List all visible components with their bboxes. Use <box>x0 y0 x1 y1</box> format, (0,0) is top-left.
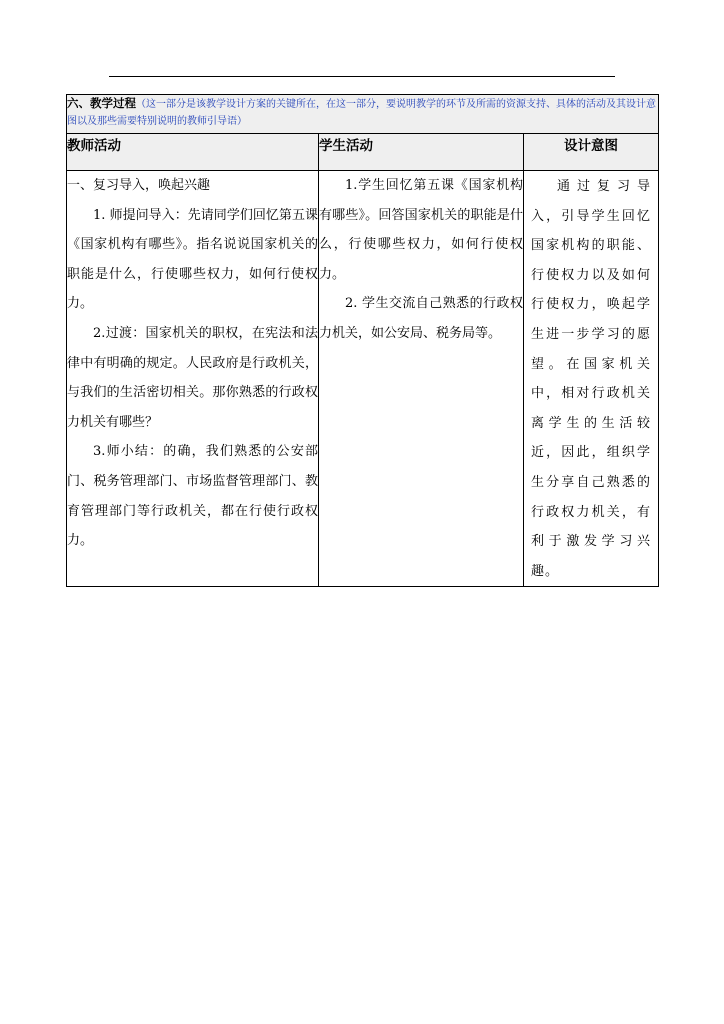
column-header-teacher: 教师活动 <box>67 134 319 171</box>
header-rule <box>109 76 615 77</box>
teacher-paragraph-1: 1. 师提问导入：先请同学们回忆第五课《国家机构有哪些》。指名说说国家机关的职能是什么，行使哪些权力，如何行使权力。 <box>67 207 318 312</box>
section-note: （这一部分是该教学设计方案的关键所在，在这一部分，要说明教学的环节及所需的资源支持、具体的活动及其设计意图以及那些需要特别说明的教师引导语） <box>67 99 656 127</box>
column-header-design: 设计意图 <box>524 134 659 171</box>
section-title: 六、教学过程 <box>67 96 136 110</box>
student-paragraph-2: 2. 学生交流自己熟悉的行政权力机关，如公安局、税务局等。 <box>319 296 523 341</box>
design-intent-text: 通过复习导入，引导学生回忆国家机构的职能、行使权力以及如何行使权力，唤起学生进一步学习的愿望。在国家机关中，相对行政机关离学生的生活较近，因此，组织学生分享自己熟悉的行政权力机关，有利于激发学习兴趣。 <box>531 179 652 579</box>
column-header-student: 学生活动 <box>319 134 524 171</box>
student-paragraph-1: 1.学生回忆第五课《国家机构有哪些》。回答国家机关的职能是什么，行使哪些权力，如何行使权力。 <box>319 178 523 282</box>
section-heading-cell <box>67 95 659 134</box>
teacher-paragraph-2: 2.过渡：国家机关的职权，在宪法和法律中有明确的规定。人民政府是行政机关，与我们的生活密切相关。那你熟悉的行政权力机关有哪些？ <box>67 325 318 430</box>
teacher-step-heading: 一、复习导入，唤起兴趣 <box>67 178 211 193</box>
content-row <box>67 171 659 587</box>
design-intent-cell <box>524 171 659 587</box>
section-heading-row <box>67 95 659 134</box>
teacher-paragraph-3: 3.师小结：的确，我们熟悉的公安部门、税务管理部门、市场监督管理部门、教育管理部门等行政机关，都在行使行政权力。 <box>67 444 318 549</box>
teacher-activity-cell <box>67 171 319 587</box>
student-activity-cell <box>319 171 524 587</box>
teaching-process-table <box>66 94 659 587</box>
column-header-row <box>67 134 659 171</box>
